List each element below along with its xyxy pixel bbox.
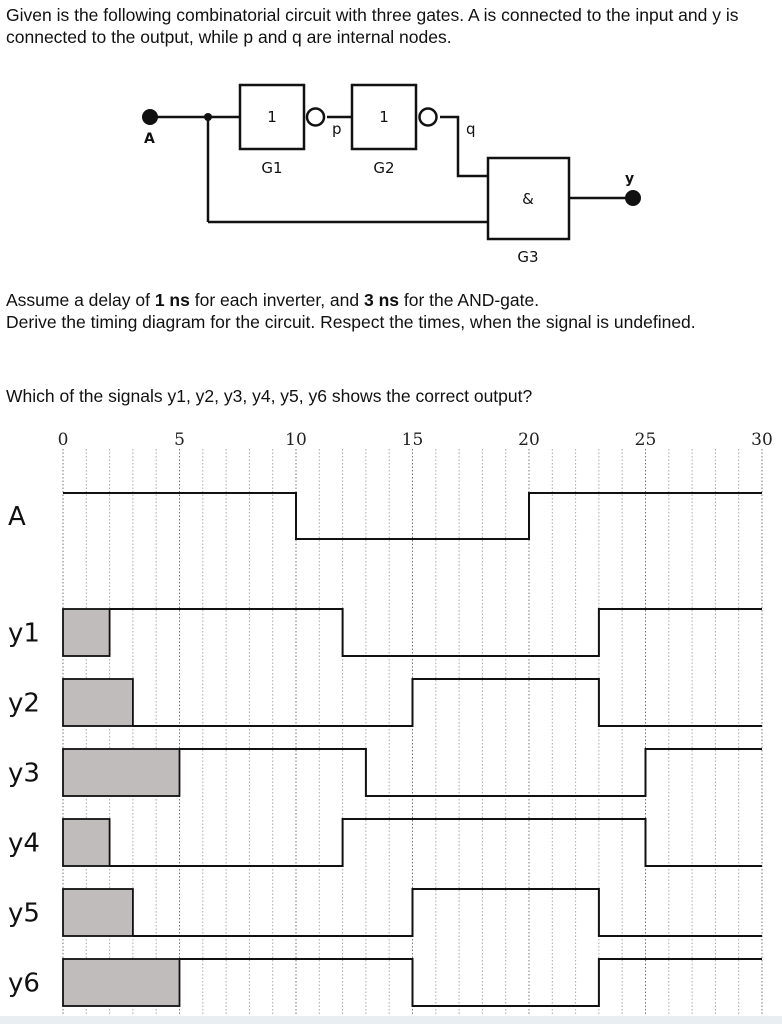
- tick-label: 5: [174, 430, 185, 450]
- delay-mid: for each inverter, and: [189, 290, 364, 310]
- tick-label: 0: [57, 430, 69, 450]
- undefined-region-y2: [63, 679, 133, 726]
- gate-g2-label: G2: [373, 159, 395, 177]
- tick-label: 15: [401, 430, 424, 450]
- signal-label-y2: y2: [8, 688, 40, 719]
- node-label-p: p: [332, 120, 342, 138]
- signal-trace-y2: [133, 679, 762, 726]
- undefined-region-y5: [63, 889, 133, 936]
- input-terminal: [142, 109, 158, 125]
- inverter-bubble-g1: [307, 109, 324, 126]
- question-delay: [6, 289, 776, 333]
- signal-label-y1: y1: [8, 618, 40, 649]
- tick-label: 20: [518, 430, 540, 450]
- gate-g3-symbol: &: [522, 190, 534, 208]
- tick-label: 10: [285, 430, 307, 450]
- undefined-region-y6: [63, 959, 180, 1006]
- gate-g2-symbol: 1: [379, 108, 389, 126]
- output-label-y: y: [625, 171, 635, 187]
- junction-dot: [204, 113, 212, 121]
- question-intro: Given is the following combinatorial circuit with three gates. A is connected to the input and y is connected to the output, while p and q are internal nodes.: [6, 5, 739, 47]
- bottom-strip: [0, 1016, 782, 1024]
- signal-trace-y5: [133, 889, 762, 936]
- output-terminal: [625, 190, 641, 206]
- input-label-a: A: [144, 131, 155, 147]
- question-derive: Derive the timing diagram for the circuit. Respect the times, when the signal is undefined.: [6, 312, 696, 332]
- delay-and-gate: 3 ns: [364, 290, 400, 310]
- circuit-diagram: [0, 70, 782, 270]
- signal-label-y4: y4: [8, 828, 40, 859]
- time-axis: [58, 430, 773, 450]
- delay-pre: Assume a delay of: [6, 290, 155, 310]
- undefined-region-y1: [63, 609, 110, 656]
- question-ask: Which of the signals y1, y2, y3, y4, y5, y6 shows the correct output?: [6, 386, 533, 406]
- signal-label-y6: y6: [8, 968, 40, 999]
- delay-post: for the AND-gate.: [399, 290, 540, 310]
- signal-label-y5: y5: [8, 898, 40, 929]
- signal-label-y3: y3: [8, 758, 40, 789]
- signal-trace-y6: [180, 959, 763, 1006]
- signal-label-A: A: [8, 502, 26, 532]
- inverter-bubble-g2: [420, 109, 437, 126]
- undefined-region-y4: [63, 819, 110, 866]
- timing-diagram: [0, 425, 782, 1016]
- gate-g1-symbol: 1: [267, 108, 277, 126]
- gate-g1-label: G1: [261, 159, 283, 177]
- gate-g3-label: G3: [517, 248, 539, 266]
- delay-inverter: 1 ns: [154, 290, 190, 310]
- tick-label: 25: [634, 430, 657, 450]
- undefined-region-y3: [63, 749, 180, 796]
- signal-trace-y3: [180, 749, 763, 796]
- node-label-q: q: [466, 120, 476, 138]
- tick-label: 30: [751, 430, 773, 450]
- signal-traces: [8, 493, 762, 1006]
